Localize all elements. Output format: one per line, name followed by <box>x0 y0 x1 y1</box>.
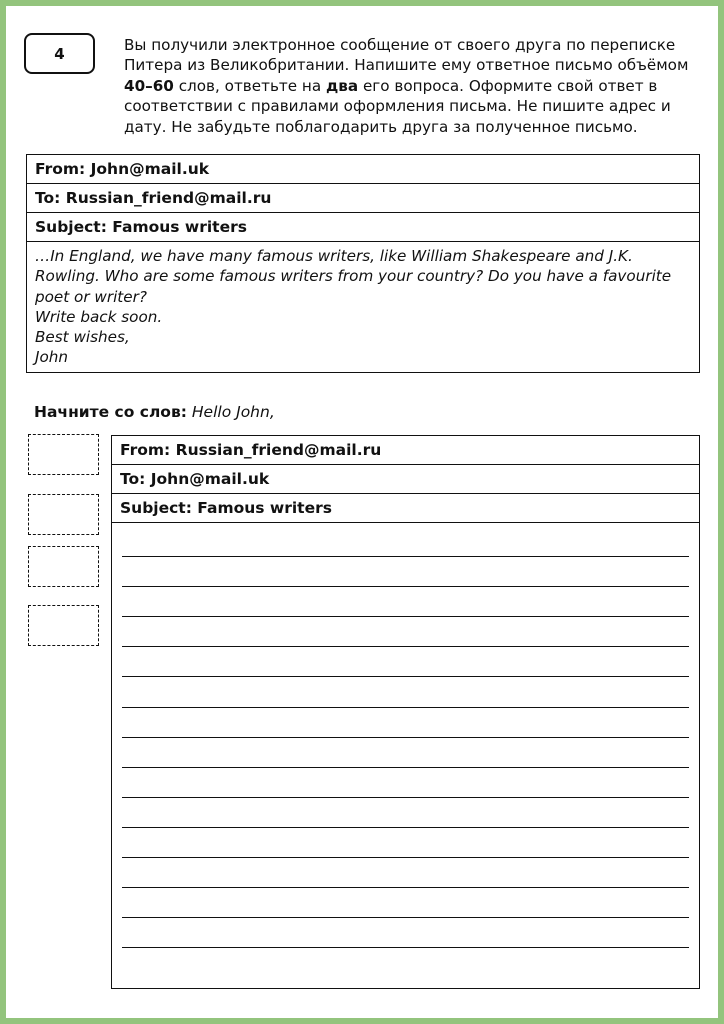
start-phrase-label: Начните со слов: <box>34 403 187 421</box>
answer-line[interactable] <box>122 676 689 677</box>
task-number: 4 <box>54 44 65 63</box>
answer-line[interactable] <box>122 857 689 858</box>
score-box[interactable] <box>28 546 99 587</box>
email-body-line: …In England, we have many famous writers, like William Shakespeare and J.K. <box>35 247 633 265</box>
email-body-line: Best wishes, <box>35 328 130 347</box>
instruction-line: 40–60 слов, ответьте на два его вопроса. Оформите свой ответ в <box>124 76 658 95</box>
task-instructions <box>124 35 694 137</box>
email-body-line: Rowling. Who are some famous writers from your country? Do you have a favourite <box>35 267 672 286</box>
answer-line[interactable] <box>122 586 689 587</box>
instruction-line: дату. Не забудьте поблагодарить друга за полученное письмо. <box>124 117 638 136</box>
task-number-box <box>24 33 95 74</box>
email-body-line: Write back soon. <box>35 307 163 326</box>
reply-from: From: Russian_friend@mail.ru <box>112 436 699 465</box>
answer-line[interactable] <box>122 797 689 798</box>
email-subject: Subject: Famous writers <box>27 213 699 242</box>
score-box[interactable] <box>28 434 99 475</box>
question-count: два <box>325 76 359 95</box>
word-count: 40–60 <box>124 76 174 95</box>
instruction-line: Питера из Великобритании. Напишите ему ответное письмо объёмом <box>124 56 689 75</box>
email-to: To: Russian_friend@mail.ru <box>27 184 699 213</box>
answer-line[interactable] <box>122 616 689 617</box>
answer-line[interactable] <box>122 887 689 888</box>
answer-line[interactable] <box>122 646 689 647</box>
reply-email <box>111 435 700 989</box>
start-phrase-value: Hello John, <box>191 403 275 421</box>
email-body <box>27 242 699 372</box>
answer-line[interactable] <box>122 767 689 768</box>
answer-line[interactable] <box>122 707 689 708</box>
incoming-email <box>26 154 700 373</box>
score-box[interactable] <box>28 494 99 535</box>
answer-line[interactable] <box>122 737 689 738</box>
score-box[interactable] <box>28 605 99 646</box>
answer-line[interactable] <box>122 917 689 918</box>
instruction-line: соответствии с правилами оформления письма. Не пишите адрес и <box>124 97 671 116</box>
start-phrase <box>34 403 275 421</box>
email-body-line: poet or writer? <box>35 287 147 306</box>
email-body-line: John <box>35 348 69 367</box>
answer-line[interactable] <box>122 827 689 828</box>
email-from: From: John@mail.uk <box>27 155 699 184</box>
reply-to: To: John@mail.uk <box>112 465 699 494</box>
instruction-line: Вы получили электронное сообщение от своего друга по переписке <box>124 36 676 54</box>
reply-subject: Subject: Famous writers <box>112 494 699 523</box>
answer-line[interactable] <box>122 947 689 948</box>
answer-line[interactable] <box>122 556 689 557</box>
